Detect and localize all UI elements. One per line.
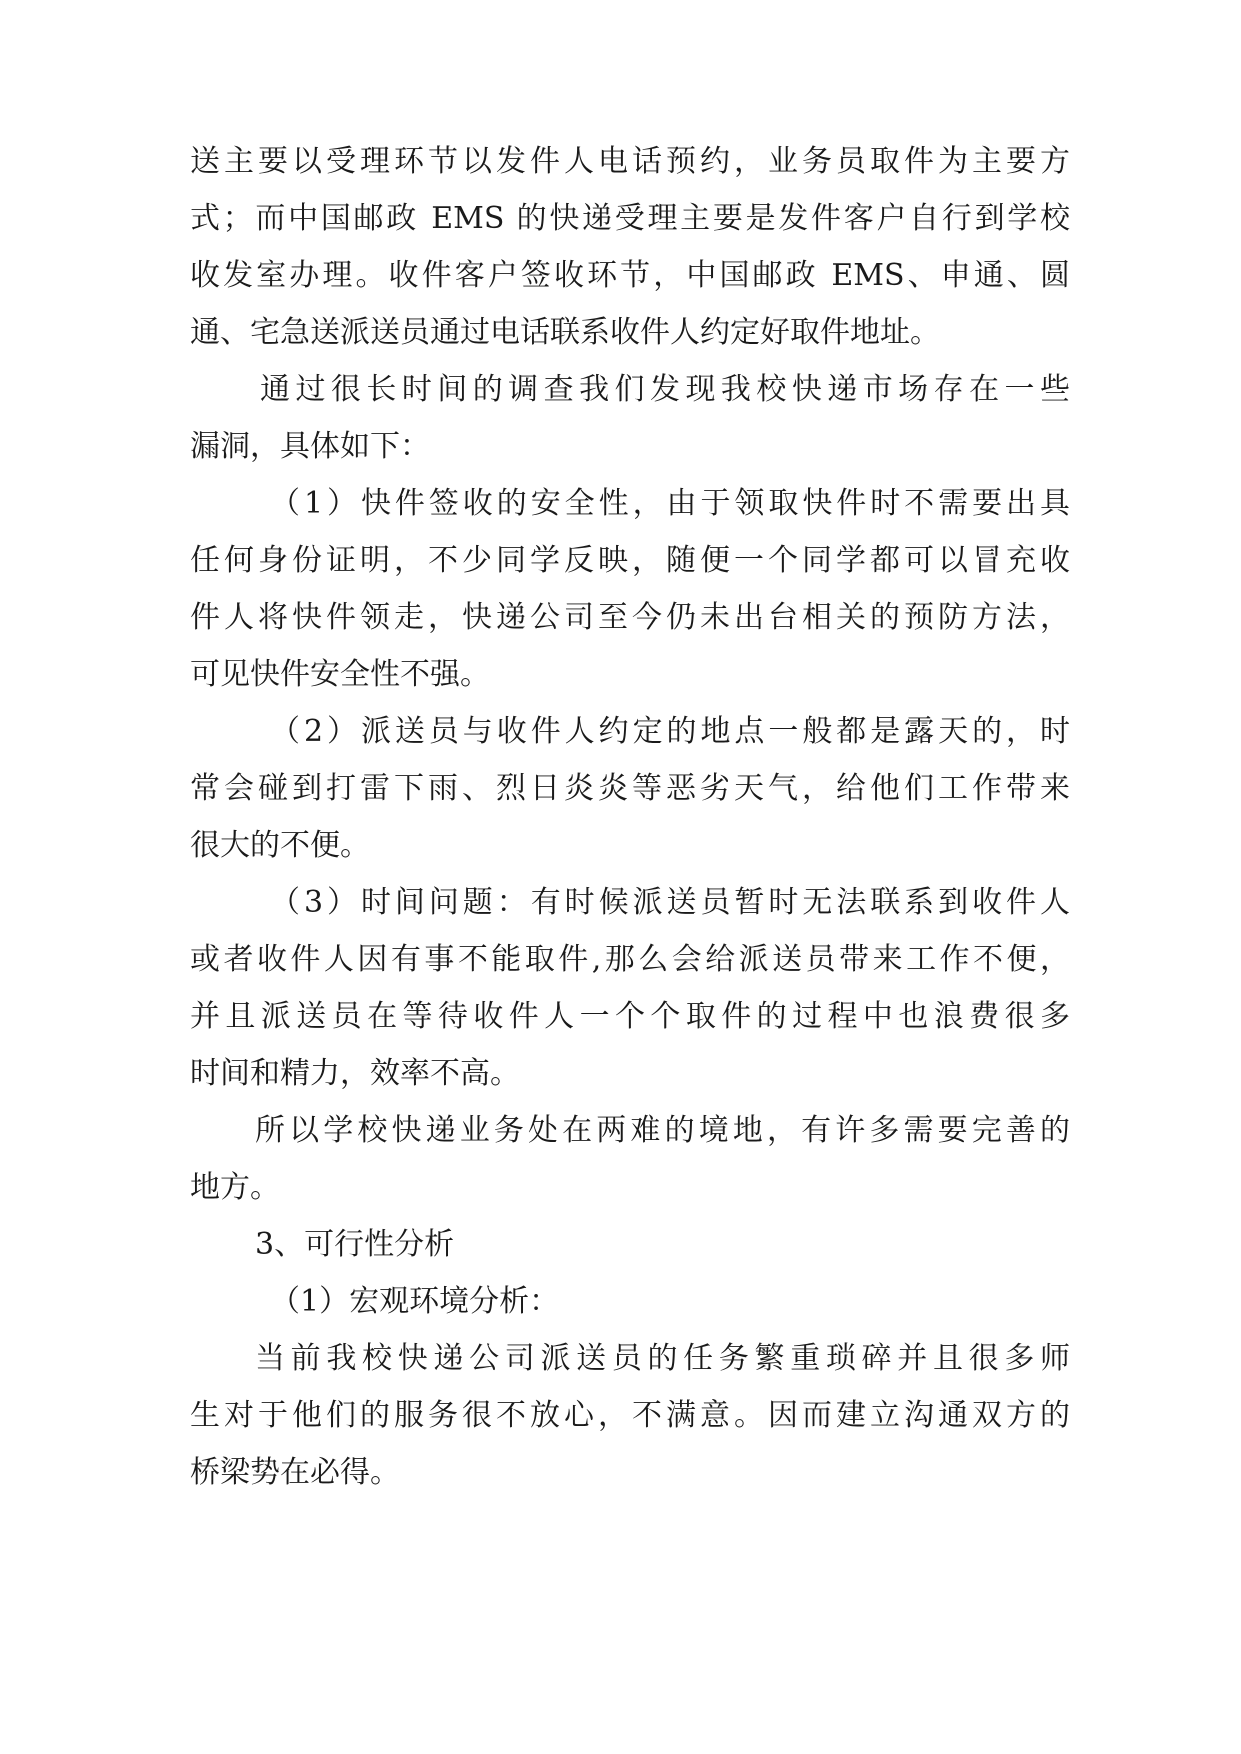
text-line: 收发室办理。收件客户签收环节，中国邮政 EMS、申通、圆 (190, 258, 1070, 293)
section-heading: 3、可行性分析 (255, 1227, 455, 1262)
text-line: 很大的不便。 (190, 828, 370, 863)
text-line: 桥梁势在必得。 (190, 1455, 400, 1490)
text-line: 时间和精力，效率不高。 (190, 1056, 520, 1091)
text-line: 件人将快件领走，快递公司至今仍未出台相关的预防方法， (190, 600, 1070, 635)
text-line: 通、宅急送派送员通过电话联系收件人约定好取件地址。 (190, 315, 940, 350)
list-item-3-first-line: （3）时间问题：有时候派送员暂时无法联系到收件人 (270, 885, 1070, 920)
text-line: 并且派送员在等待收件人一个个取件的过程中也浪费很多 (190, 999, 1070, 1034)
paragraph-first-line: 当前我校快递公司派送员的任务繁重琐碎并且很多师 (255, 1341, 1070, 1376)
text-line: 任何身份证明，不少同学反映，随便一个同学都可以冒充收 (190, 543, 1070, 578)
text-line: 漏洞，具体如下： (190, 429, 430, 464)
text-line: 式；而中国邮政 EMS 的快递受理主要是发件客户自行到学校 (190, 201, 1070, 236)
text-line: 常会碰到打雷下雨、烈日炎炎等恶劣天气，给他们工作带来 (190, 771, 1070, 806)
paragraph-first-line: 通过很长时间的调查我们发现我校快递市场存在一些 (260, 372, 1070, 407)
text-line: 送主要以受理环节以发件人电话预约，业务员取件为主要方 (190, 144, 1070, 179)
text-line: 生对于他们的服务很不放心，不满意。因而建立沟通双方的 (190, 1398, 1070, 1433)
text-line: 或者收件人因有事不能取件,那么会给派送员带来工作不便， (190, 942, 1070, 977)
list-item-2-first-line: （2）派送员与收件人约定的地点一般都是露天的，时 (270, 714, 1070, 749)
list-item-1-first-line: （1）快件签收的安全性，由于领取快件时不需要出具 (270, 486, 1070, 521)
paragraph-first-line: 所以学校快递业务处在两难的境地，有许多需要完善的 (255, 1113, 1070, 1148)
text-line: 地方。 (190, 1170, 280, 1205)
text-line: 可见快件安全性不强。 (190, 657, 490, 692)
subsection-heading: （1）宏观环境分析： (270, 1284, 560, 1319)
